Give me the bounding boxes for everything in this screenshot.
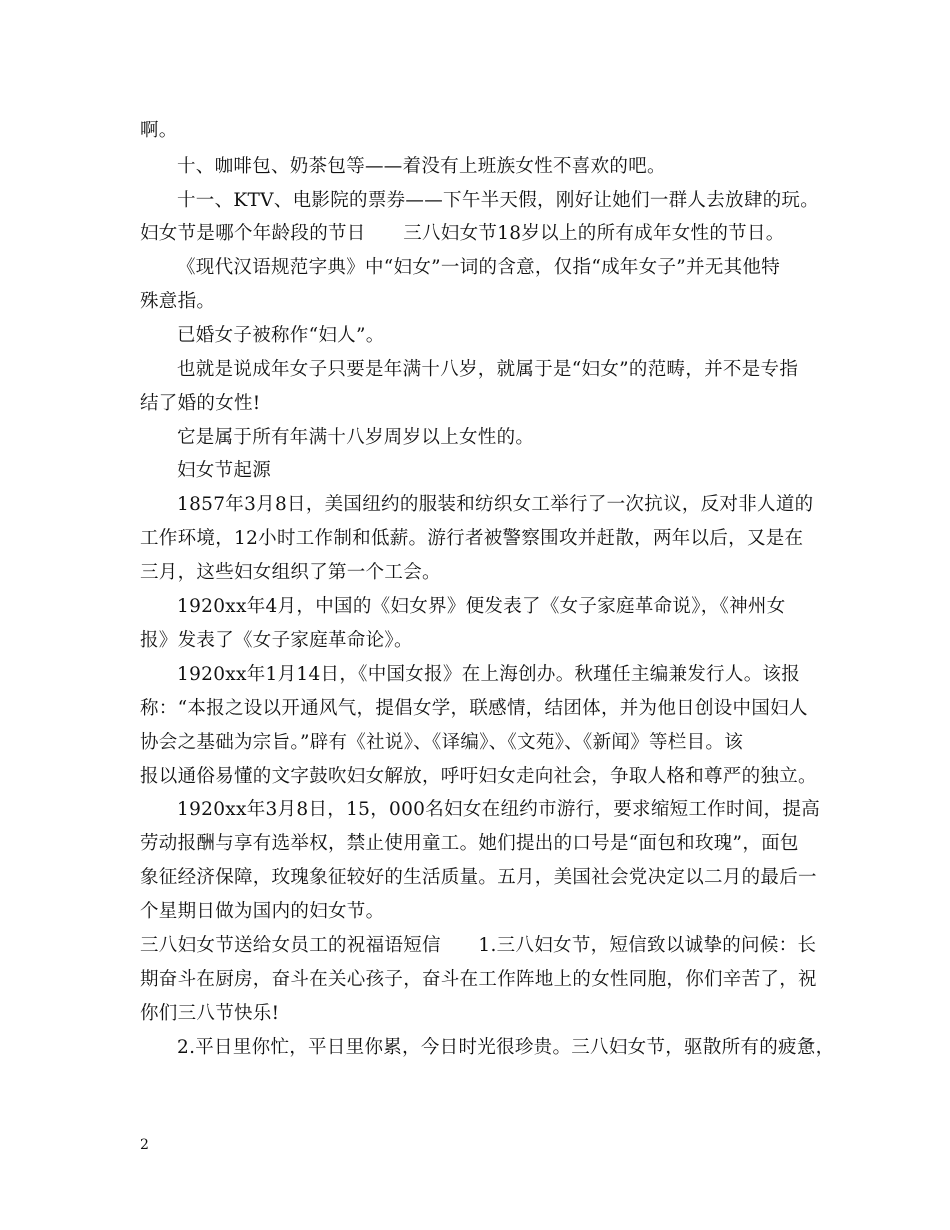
text-line: 2.平日里你忙，平日里你累，今日时光很珍贵。三八妇女节，驱散所有的疲惫， (177, 1037, 835, 1058)
text-line: 劳动报酬与享有选举权，禁止使用童工。她们提出的口号是“面包和玫瑰”，面包 (140, 833, 799, 854)
text-line: 三月，这些妇女组织了第一个工会。 (140, 562, 441, 583)
text-line: 1857年3月8日，美国纽约的服装和纺织女工举行了一次抗议，反对非人道的 (177, 494, 814, 515)
text-line: 1920xx年1月14日，《中国女报》在上海创办。秋瑾任主编兼发行人。该报 (177, 664, 801, 685)
text-line: 1920xx年3月8日，15，000名妇女在纽约市游行，要求缩短工作时间，提高 (177, 799, 821, 820)
text-line: 工作环境，12小时工作制和低薪。游行者被警察围攻并赶散，两年以后，又是在 (140, 528, 804, 549)
text-line: 象征经济保障，玫瑰象征较好的生活质量。五月，美国社会党决定以二月的最后一 (140, 867, 817, 888)
text-line: 报》发表了《女子家庭革命论》。 (140, 630, 413, 651)
text-line: 《现代汉语规范字典》中“妇女”一词的含意，仅指“成年女子”并无其他特 (177, 257, 781, 278)
page-number: 2 (140, 1137, 149, 1153)
section-heading: 妇女节起源 (177, 460, 272, 481)
text-line: 1920xx年4月，中国的《妇女界》便发表了《女子家庭革命说》，《神州女 (177, 596, 786, 617)
text-line: 结了婚的女性! (140, 393, 261, 414)
text-line: 已婚女子被称作“妇人”。 (177, 325, 385, 346)
text-line: 十一、KTV、电影院的票券——下午半天假，刚好让她们一群人去放肆的玩。 (177, 190, 820, 211)
text-line: 报以通俗易懂的文字鼓吹妇女解放，呼吁妇女走向社会，争取人格和尊严的独立。 (140, 766, 817, 787)
text-line: 十、咖啡包、奶茶包等——着没有上班族女性不喜欢的吧。 (177, 156, 666, 177)
text-line: 期奋斗在厨房，奋斗在关心孩子，奋斗在工作阵地上的女性同胞，你们辛苦了，祝 (140, 969, 817, 990)
text-line: 你们三八节快乐! (140, 1003, 280, 1024)
text-line: 也就是说成年女子只要是年满十八岁，就属于是“妇女”的范畴，并不是专指 (177, 359, 799, 380)
section-heading-line: 三八妇女节送给女员工的祝福语短信 1.三八妇女节，短信致以诚挚的问候：长 (140, 935, 817, 956)
text-line: 称：“本报之设以开通风气，提倡女学，联感情，结团体，并为他日创设中国妇人 (140, 698, 808, 719)
text-line: 啊。 (140, 120, 178, 141)
text-line: 协会之基础为宗旨。”辟有《社说》、《译编》、《文苑》、《新闻》等栏目。该 (140, 732, 744, 753)
text-line: 个星期日做为国内的妇女节。 (140, 901, 385, 922)
text-line: 它是属于所有年满十八岁周岁以上女性的。 (177, 427, 535, 448)
text-line: 殊意指。 (140, 291, 216, 312)
section-heading-line: 妇女节是哪个年龄段的节日 三八妇女节18岁以上的所有成年女性的节日。 (140, 223, 785, 244)
